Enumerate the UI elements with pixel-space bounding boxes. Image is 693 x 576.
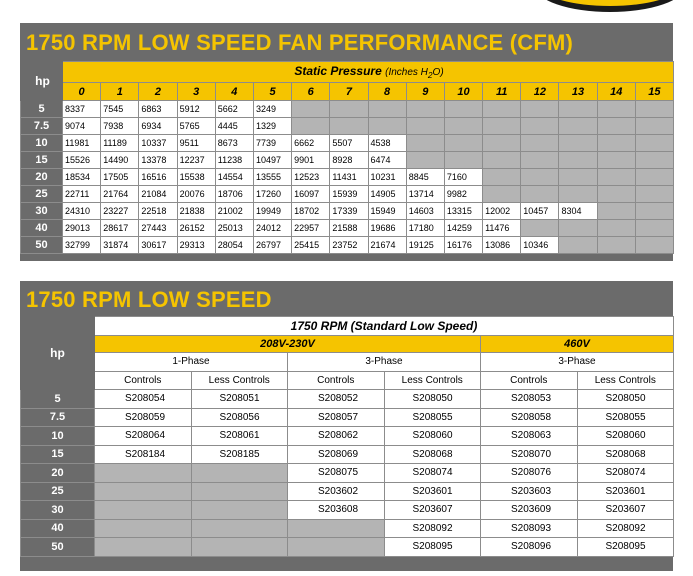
model-number-cell: S203607 [384,501,481,520]
hp-cell: 50 [21,237,63,254]
cfm-cell: 7938 [101,118,139,135]
empty-cell [597,237,635,254]
cfm-cell: 6474 [368,152,406,169]
empty-cell [292,118,330,135]
model-number-cell: S208064 [95,427,192,446]
model-number-cell: S203609 [481,501,578,520]
cfm-cell: 19949 [253,203,291,220]
hp-cell: 7.5 [21,408,95,427]
model-number-cell: S208069 [288,445,385,464]
controls-header: Less Controls [384,371,481,390]
model-number-cell: S208054 [95,390,192,409]
empty-cell [406,152,444,169]
model-number-cell: S203601 [577,482,674,501]
cfm-cell: 13378 [139,152,177,169]
cfm-cell: 11238 [215,152,253,169]
model-number-cell: S208092 [577,519,674,538]
model-number-cell: S208068 [577,445,674,464]
model-number-cell: S208055 [384,408,481,427]
controls-header: Less Controls [191,371,288,390]
empty-cell [483,186,521,203]
model-number-title: 1750 RPM LOW SPEED [26,287,272,312]
cfm-cell: 32799 [63,237,101,254]
cfm-cell: 11981 [63,135,101,152]
model-number-cell: S203601 [384,482,481,501]
cfm-cell: 17180 [406,220,444,237]
model-number-cell: S208050 [384,390,481,409]
empty-cell [597,203,635,220]
model-number-cell: S208053 [481,390,578,409]
cfm-cell: 10337 [139,135,177,152]
hp-cell: 15 [21,152,63,169]
empty-cell [597,135,635,152]
hp-cell: 5 [21,101,63,118]
cfm-cell: 12002 [483,203,521,220]
table-row [21,408,674,427]
pressure-column-header: 5 [253,83,291,101]
table-row [21,203,674,220]
model-number-cell: S208055 [577,408,674,427]
cfm-cell: 31874 [101,237,139,254]
cfm-cell: 16516 [139,169,177,186]
static-pressure-header [63,62,674,83]
phase-header: 3-Phase [288,353,481,372]
model-number-cell: S208095 [577,538,674,557]
cfm-cell: 21002 [215,203,253,220]
cfm-cell: 27443 [139,220,177,237]
empty-cell [368,101,406,118]
fan-performance-panel [20,23,673,261]
cfm-cell: 22711 [63,186,101,203]
cfm-cell: 6863 [139,101,177,118]
model-number-cell: S208096 [481,538,578,557]
empty-cell [483,152,521,169]
cfm-cell: 4445 [215,118,253,135]
empty-cell [288,519,385,538]
empty-cell [406,118,444,135]
cfm-cell: 29313 [177,237,215,254]
empty-cell [635,203,673,220]
cfm-cell: 21084 [139,186,177,203]
table-row [21,169,674,186]
cfm-cell: 30617 [139,237,177,254]
empty-cell [559,186,597,203]
cfm-cell: 18702 [292,203,330,220]
cfm-cell: 21674 [368,237,406,254]
empty-cell [288,538,385,557]
cfm-cell: 14554 [215,169,253,186]
model-number-cell: S208095 [384,538,481,557]
cfm-cell: 26152 [177,220,215,237]
model-number-cell: S208057 [288,408,385,427]
cfm-cell: 10231 [368,169,406,186]
empty-cell [191,519,288,538]
cfm-cell: 9901 [292,152,330,169]
empty-cell [483,101,521,118]
cfm-cell: 15939 [330,186,368,203]
empty-cell [559,118,597,135]
model-number-cell: S208058 [481,408,578,427]
empty-cell [330,101,368,118]
empty-cell [95,482,192,501]
empty-cell [444,135,482,152]
model-number-cell: S208070 [481,445,578,464]
cfm-cell: 10457 [521,203,559,220]
cfm-cell: 8337 [63,101,101,118]
pressure-column-header: 8 [368,83,406,101]
cfm-cell: 8673 [215,135,253,152]
cfm-cell: 13714 [406,186,444,203]
cfm-cell: 6662 [292,135,330,152]
model-number-cell: S208074 [384,464,481,483]
controls-header: Controls [481,371,578,390]
model-number-cell: S208060 [384,427,481,446]
empty-cell [635,169,673,186]
cfm-cell: 17260 [253,186,291,203]
table-row [21,135,674,152]
cfm-cell: 14603 [406,203,444,220]
hp-cell: 10 [21,135,63,152]
hp-cell: 15 [21,445,95,464]
cfm-cell: 9982 [444,186,482,203]
cfm-cell: 7739 [253,135,291,152]
cfm-cell: 1329 [253,118,291,135]
hp-header: hp [21,62,63,101]
cfm-cell: 26797 [253,237,291,254]
cfm-cell: 18534 [63,169,101,186]
cfm-cell: 15538 [177,169,215,186]
empty-cell [521,169,559,186]
hp-cell: 40 [21,220,63,237]
empty-cell [521,135,559,152]
table-row [21,519,674,538]
voltage-460-header: 460V [481,336,674,353]
pressure-column-header: 13 [559,83,597,101]
cfm-cell: 12237 [177,152,215,169]
fan-performance-table [20,61,674,254]
cfm-cell: 14490 [101,152,139,169]
phase-header: 1-Phase [95,353,288,372]
brand-logo-arc [535,0,685,12]
cfm-cell: 16176 [444,237,482,254]
cfm-cell: 22957 [292,220,330,237]
model-number-cell: S203602 [288,482,385,501]
cfm-cell: 25415 [292,237,330,254]
model-number-cell: S208092 [384,519,481,538]
pressure-column-header: 9 [406,83,444,101]
fan-performance-title: 1750 RPM LOW SPEED FAN PERFORMANCE (CFM) [26,30,574,55]
empty-cell [597,220,635,237]
hp-cell: 5 [21,390,95,409]
table-row [21,538,674,557]
model-number-cell: S208093 [481,519,578,538]
empty-cell [597,101,635,118]
cfm-cell: 11476 [483,220,521,237]
empty-cell [597,169,635,186]
model-number-cell: S208184 [95,445,192,464]
cfm-cell: 24012 [253,220,291,237]
empty-cell [559,237,597,254]
table-row [21,501,674,520]
cfm-cell: 11431 [330,169,368,186]
model-number-cell: S208074 [577,464,674,483]
empty-cell [292,101,330,118]
static-pressure-label: Static Pressure [294,64,382,78]
model-number-cell: S208062 [288,427,385,446]
pressure-column-header: 7 [330,83,368,101]
empty-cell [444,118,482,135]
empty-cell [191,482,288,501]
cfm-cell: 13086 [483,237,521,254]
model-number-cell: S208075 [288,464,385,483]
controls-header: Controls [288,371,385,390]
model-number-cell: S208063 [481,427,578,446]
table-row [21,118,674,135]
empty-cell [483,169,521,186]
cfm-cell: 5765 [177,118,215,135]
controls-header: Controls [95,371,192,390]
voltage-208-230-header: 208V-230V [95,336,481,353]
table-row [21,427,674,446]
model-number-cell: S203603 [481,482,578,501]
standard-low-speed-header: 1750 RPM (Standard Low Speed) [95,317,674,336]
cfm-cell: 14259 [444,220,482,237]
empty-cell [559,135,597,152]
cfm-cell: 13555 [253,169,291,186]
empty-cell [406,101,444,118]
hp-cell: 30 [21,203,63,220]
model-number-cell: S208068 [384,445,481,464]
model-number-cell: S208056 [191,408,288,427]
model-number-cell: S208051 [191,390,288,409]
empty-cell [330,118,368,135]
empty-cell [635,101,673,118]
cfm-cell: 19686 [368,220,406,237]
model-number-cell: S208061 [191,427,288,446]
cfm-cell: 7545 [101,101,139,118]
cfm-cell: 24310 [63,203,101,220]
cfm-cell: 7160 [444,169,482,186]
cfm-cell: 29013 [63,220,101,237]
empty-cell [559,220,597,237]
empty-cell [635,220,673,237]
hp-cell: 25 [21,186,63,203]
model-number-cell: S208052 [288,390,385,409]
controls-header: Less Controls [577,371,674,390]
empty-cell [635,237,673,254]
table-row [21,186,674,203]
empty-cell [597,152,635,169]
cfm-cell: 8845 [406,169,444,186]
cfm-cell: 19125 [406,237,444,254]
hp-cell: 25 [21,482,95,501]
empty-cell [191,538,288,557]
model-number-cell: S203607 [577,501,674,520]
empty-cell [95,519,192,538]
pressure-column-header: 12 [521,83,559,101]
empty-cell [444,101,482,118]
hp-cell: 30 [21,501,95,520]
cfm-cell: 17339 [330,203,368,220]
hp-cell: 7.5 [21,118,63,135]
cfm-cell: 20076 [177,186,215,203]
cfm-cell: 12523 [292,169,330,186]
cfm-cell: 5912 [177,101,215,118]
cfm-cell: 21588 [330,220,368,237]
pressure-column-header: 0 [63,83,101,101]
table-row [21,220,674,237]
cfm-cell: 5507 [330,135,368,152]
model-number-cell: S208076 [481,464,578,483]
table-row [21,464,674,483]
empty-cell [597,118,635,135]
cfm-cell: 15949 [368,203,406,220]
cfm-cell: 16097 [292,186,330,203]
cfm-cell: 18706 [215,186,253,203]
model-number-cell: S203608 [288,501,385,520]
empty-cell [559,152,597,169]
empty-cell [191,464,288,483]
empty-cell [635,118,673,135]
hp-cell: 20 [21,169,63,186]
empty-cell [559,169,597,186]
pressure-column-header: 10 [444,83,482,101]
pressure-column-header: 2 [139,83,177,101]
cfm-cell: 23752 [330,237,368,254]
hp-cell: 20 [21,464,95,483]
table-row [21,101,674,118]
cfm-cell: 8304 [559,203,597,220]
cfm-cell: 10497 [253,152,291,169]
static-pressure-unit: (Inches $H_2O$) [385,67,444,80]
empty-cell [559,101,597,118]
cfm-cell: 14905 [368,186,406,203]
empty-cell [483,118,521,135]
pressure-column-header: 6 [292,83,330,101]
model-number-cell: S208059 [95,408,192,427]
hp-cell: 50 [21,538,95,557]
hp-header: hp [21,317,95,390]
cfm-cell: 9074 [63,118,101,135]
cfm-cell: 13315 [444,203,482,220]
empty-cell [521,186,559,203]
cfm-cell: 21764 [101,186,139,203]
pressure-column-header: 4 [215,83,253,101]
pressure-column-header: 11 [483,83,521,101]
phase-header: 3-Phase [481,353,674,372]
table-row [21,390,674,409]
cfm-cell: 8928 [330,152,368,169]
hp-cell: 10 [21,427,95,446]
cfm-cell: 22518 [139,203,177,220]
empty-cell [95,501,192,520]
empty-cell [95,538,192,557]
table-row [21,237,674,254]
empty-cell [191,501,288,520]
cfm-cell: 9511 [177,135,215,152]
cfm-cell: 10346 [521,237,559,254]
cfm-cell: 5662 [215,101,253,118]
cfm-cell: 21838 [177,203,215,220]
model-number-table [20,316,674,557]
pressure-column-header: 14 [597,83,635,101]
empty-cell [521,152,559,169]
empty-cell [521,118,559,135]
cfm-cell: 4538 [368,135,406,152]
cfm-cell: 28617 [101,220,139,237]
cfm-cell: 6934 [139,118,177,135]
empty-cell [597,186,635,203]
cfm-cell: 17505 [101,169,139,186]
empty-cell [635,135,673,152]
table-row [21,482,674,501]
empty-cell [483,135,521,152]
cfm-cell: 15526 [63,152,101,169]
model-number-cell: S208060 [577,427,674,446]
pressure-column-header: 15 [635,83,673,101]
table-row [21,445,674,464]
empty-cell [521,220,559,237]
empty-cell [635,186,673,203]
hp-cell: 40 [21,519,95,538]
empty-cell [444,152,482,169]
empty-cell [95,464,192,483]
empty-cell [521,101,559,118]
cfm-cell: 25013 [215,220,253,237]
model-number-panel [20,281,673,571]
pressure-column-header: 1 [101,83,139,101]
cfm-cell: 28054 [215,237,253,254]
model-number-cell: S208050 [577,390,674,409]
empty-cell [368,118,406,135]
model-number-cell: S208185 [191,445,288,464]
empty-cell [635,152,673,169]
pressure-column-header: 3 [177,83,215,101]
cfm-cell: 11189 [101,135,139,152]
cfm-cell: 23227 [101,203,139,220]
table-row [21,152,674,169]
cfm-cell: 3249 [253,101,291,118]
empty-cell [406,135,444,152]
